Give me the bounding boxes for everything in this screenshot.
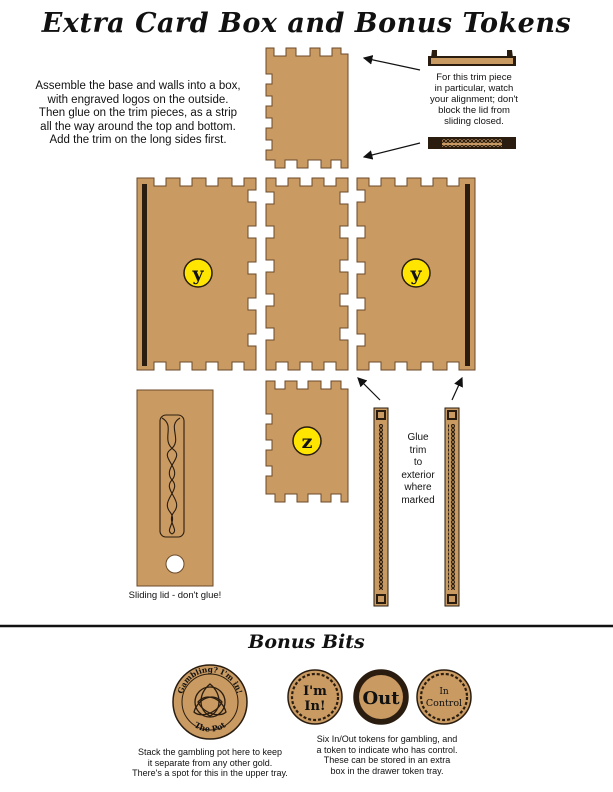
caption-line: box in the drawer token tray.	[330, 765, 444, 776]
arrow	[364, 58, 420, 70]
im-in-line-1: I'm	[303, 684, 327, 699]
trim-strip-right	[445, 408, 459, 606]
inout-caption	[292, 734, 482, 776]
trim-piece-top	[428, 50, 516, 66]
caption-line: a token to indicate who has control.	[316, 744, 458, 755]
instruction-line: with engraved logos on the outside.	[47, 93, 229, 106]
trim-mark	[465, 184, 470, 366]
note-line: Glue	[407, 432, 429, 443]
caption-line: it separate from any other gold.	[147, 757, 273, 768]
pot-top-text: Gambling? I'm in!	[175, 664, 245, 695]
trim-strip-left	[374, 408, 388, 606]
pot-caption	[110, 747, 310, 779]
page-title: Extra Card Box and Bonus Tokens	[41, 8, 572, 39]
end-wall-top	[266, 48, 348, 168]
out-label: Out	[362, 688, 400, 709]
in-control-line-1: In	[439, 687, 449, 697]
arrow	[364, 143, 420, 157]
trim-piece-bottom	[428, 137, 516, 149]
finger-hole	[166, 555, 184, 573]
note-line: to	[413, 457, 423, 468]
in-control-token	[417, 670, 471, 724]
note-line: your alignment; don't	[430, 94, 518, 105]
in-control-line-2: Control	[425, 698, 463, 709]
arrow	[358, 378, 380, 400]
caption-line: These can be stored in an extra	[323, 755, 451, 765]
logo-letter: y	[410, 263, 422, 285]
note-line: marked	[401, 494, 435, 506]
logo-letter: z	[301, 431, 313, 453]
im-in-line-2: In!	[304, 699, 326, 714]
instruction-line: all the way around the top and bottom.	[40, 120, 236, 133]
note-line: sliding closed.	[444, 116, 504, 127]
caption-line: Stack the gambling pot here to keep	[137, 747, 283, 757]
instruction-line: Add the trim on the long sides first.	[49, 134, 227, 146]
box-base	[266, 178, 348, 370]
section-title: Bonus Bits	[248, 631, 365, 653]
pot-bottom-text: The Pot	[192, 719, 228, 734]
note-line: block the lid from	[438, 105, 510, 116]
logo-letter: y	[192, 263, 204, 285]
note-line: in particular, watch	[434, 83, 514, 94]
instruction-line: Assemble the base and walls into a box,	[35, 80, 241, 92]
arrow	[452, 378, 462, 400]
note-line: where	[404, 482, 432, 493]
trim-mark	[142, 184, 147, 366]
instruction-line: Then glue on the trim pieces, as a strip	[38, 107, 238, 119]
caption-line: There's a spot for this in the upper tray.	[132, 768, 288, 778]
lid-caption: Sliding lid - don't glue!	[128, 590, 222, 601]
caption-line: Six In/Out tokens for gambling, and	[316, 734, 458, 744]
note-line: For this trim piece	[436, 72, 512, 83]
note-line: exterior	[401, 469, 435, 481]
note-line: trim	[409, 444, 427, 456]
